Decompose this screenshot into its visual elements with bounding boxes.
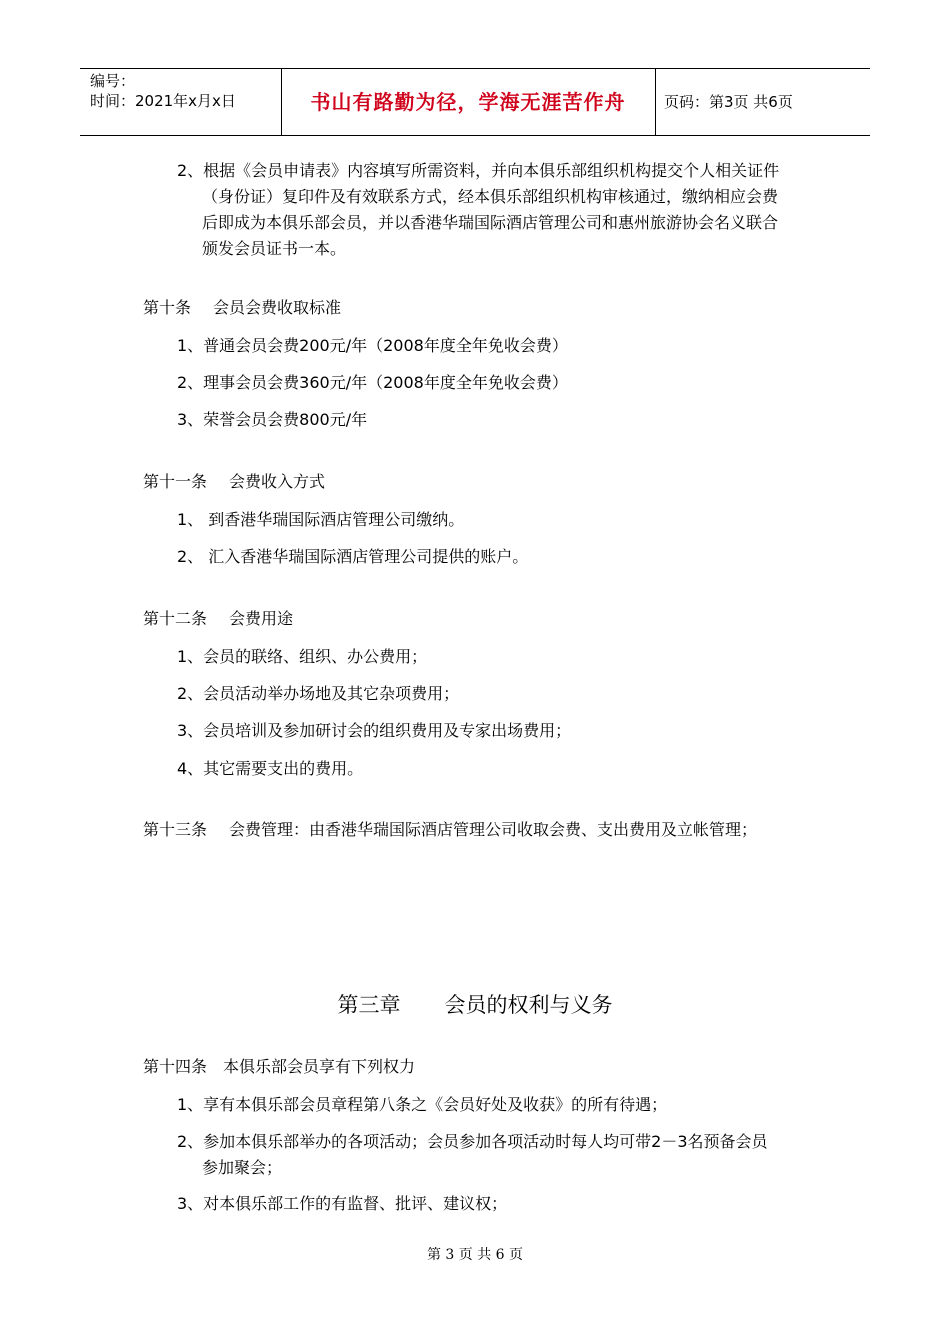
article-title: 会费管理：由香港华瑞国际酒店管理公司收取会费、支出费用及立帐管理； — [229, 820, 758, 839]
list-item-continuation: 参加聚会； — [202, 1158, 283, 1177]
list-item: 1、会员的联络、组织、办公费用； — [177, 647, 428, 666]
list-item: 2、 汇入香港华瑞国际酒店管理公司提供的账户。 — [177, 547, 529, 566]
article-number: 第十条 — [143, 298, 192, 317]
article-title: 会费用途 — [229, 609, 294, 628]
chapter-heading — [0, 990, 950, 1020]
article-14-heading — [143, 1056, 415, 1078]
list-item: 3、对本俱乐部工作的有监督、批评、建议权； — [177, 1194, 508, 1213]
list-item: 3、荣誉会员会费800元/年 — [177, 410, 368, 429]
article-13-heading — [143, 819, 757, 841]
article-number: 第十三条 — [143, 820, 208, 839]
intro-item-line: 后即成为本俱乐部会员，并以香港华瑞国际酒店管理公司和惠州旅游协会名义联合 — [202, 213, 779, 232]
header-page-info: 页码：第3页 共6页 — [664, 93, 793, 111]
intro-item-line: （身份证）复印件及有效联系方式，经本俱乐部组织机构审核通过，缴纳相应会费 — [202, 187, 779, 206]
list-item: 1、普通会员会费200元/年（2008年度全年免收会费） — [177, 336, 568, 355]
document-number-label: 编号： — [90, 72, 136, 90]
article-title: 会员会费收取标准 — [213, 298, 342, 317]
article-title: 本俱乐部会员享有下列权力 — [223, 1057, 416, 1076]
intro-item-line: 2、根据《会员申请表》内容填写所需资料，并向本俱乐部组织机构提交个人相关证件 — [177, 161, 780, 180]
article-title: 会费收入方式 — [229, 472, 326, 491]
article-12-heading — [143, 608, 293, 630]
article-number: 第十二条 — [143, 609, 208, 628]
intro-item-line: 颁发会员证书一本。 — [202, 239, 347, 258]
list-item: 1、 到香港华瑞国际酒店管理公司缴纳。 — [177, 510, 465, 529]
article-number: 第十一条 — [143, 472, 208, 491]
header-motto: 书山有路勤为径，学海无涯苦作舟 — [310, 90, 626, 114]
list-item: 3、会员培训及参加研讨会的组织费用及专家出场费用； — [177, 721, 572, 740]
list-item: 2、理事会员会费360元/年（2008年度全年免收会费） — [177, 373, 568, 392]
article-10-heading — [143, 297, 341, 319]
list-item: 2、会员活动举办场地及其它杂项费用； — [177, 684, 460, 703]
header-divider — [655, 69, 656, 135]
article-11-heading — [143, 471, 325, 493]
page-footer: 第 3 页 共 6 页 — [426, 1247, 524, 1263]
list-item: 2、参加本俱乐部举办的各项活动；会员参加各项活动时每人均可带2－3名预备会员 — [177, 1132, 768, 1151]
document-time-label: 时间：2021年x月x日 — [90, 92, 236, 110]
chapter-title: 会员的权利与义务 — [444, 993, 613, 1017]
article-number: 第十四条 — [143, 1057, 208, 1076]
list-item: 1、享有本俱乐部会员章程第八条之《会员好处及收获》的所有待遇； — [177, 1095, 668, 1114]
header-meta — [90, 71, 236, 111]
chapter-number: 第三章 — [337, 993, 401, 1017]
list-item: 4、其它需要支出的费用。 — [177, 759, 364, 778]
page-header — [80, 68, 870, 136]
